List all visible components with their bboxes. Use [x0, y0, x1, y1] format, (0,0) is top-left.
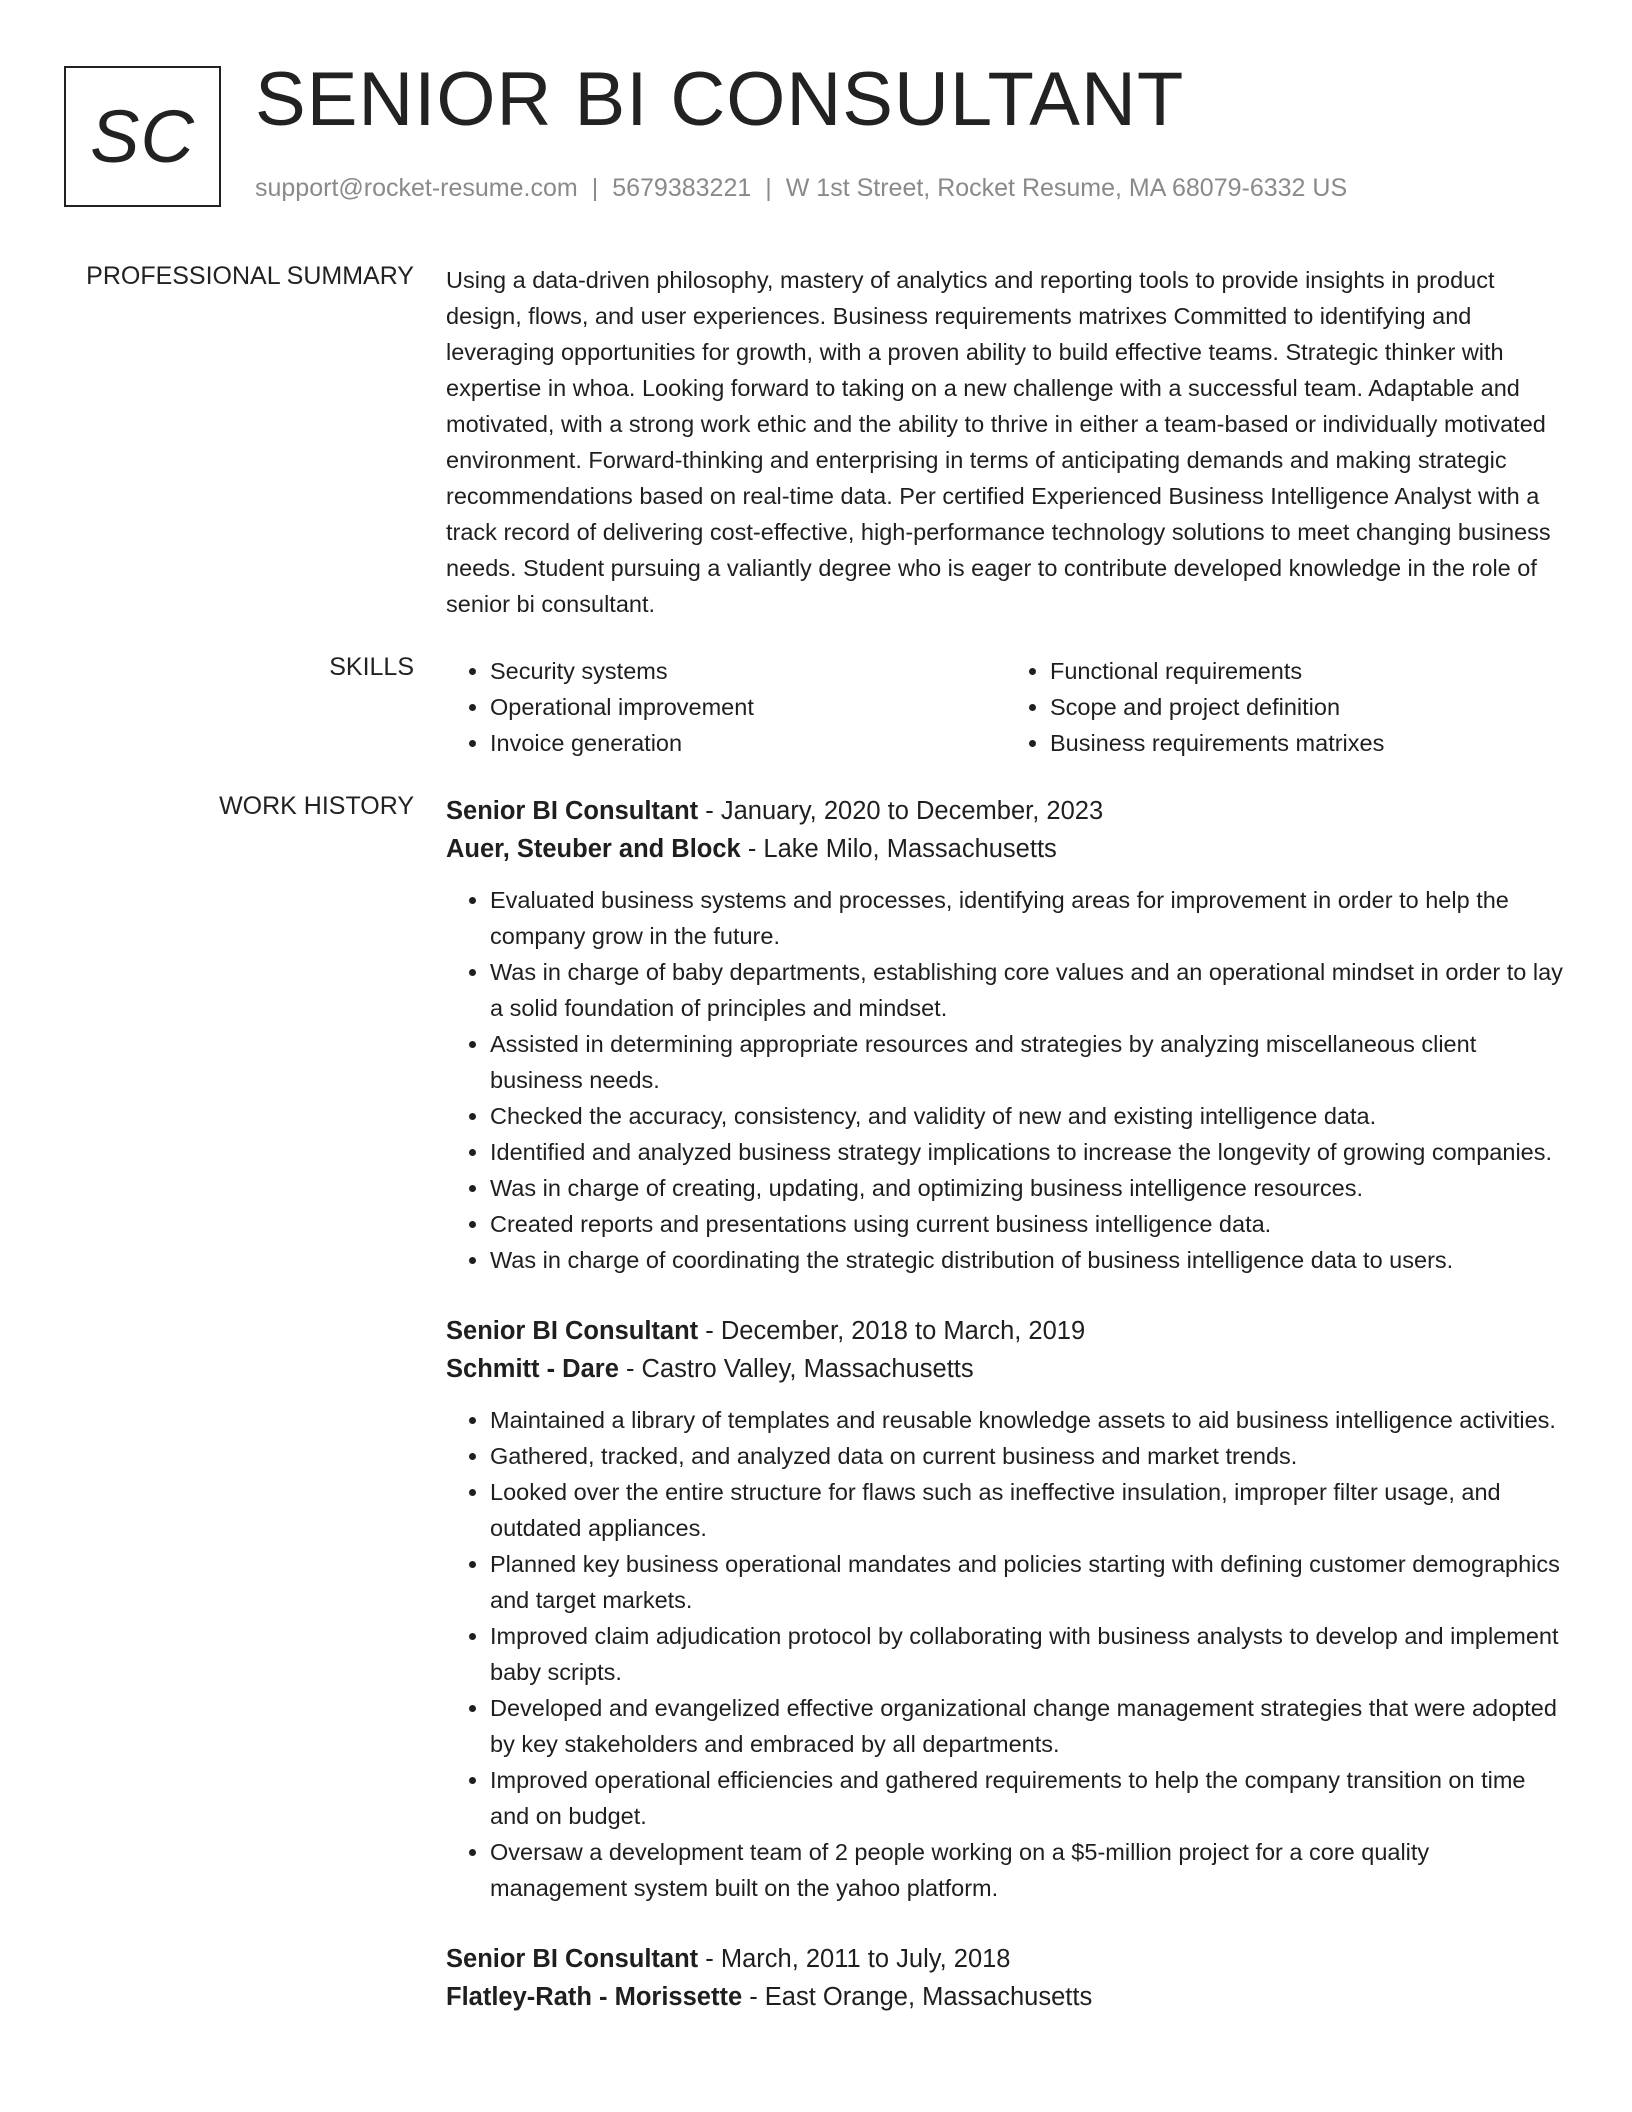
job-bullets [446, 1402, 1566, 1906]
job-title: Senior BI Consultant [446, 1945, 699, 1973]
job-dates: - March, 2011 to July, 2018 [698, 1945, 1011, 1973]
work-heading: WORK HISTORY [219, 792, 414, 820]
skills-column-left [446, 653, 1006, 761]
contact-phone: 5679383221 [612, 174, 752, 202]
job-entry [446, 1940, 1566, 2016]
job-company: Schmitt - Dare [446, 1355, 619, 1383]
job-dates: - January, 2020 to December, 2023 [698, 797, 1104, 825]
skill-item: • Business requirements matrixes [1050, 725, 1566, 761]
job-bullet: • Improved claim adjudication protocol by collaborating with business analysts to develop and implement baby scripts. [490, 1618, 1566, 1690]
contact-line [255, 174, 1347, 203]
job-title: Senior BI Consultant [446, 1317, 699, 1345]
job-location: - Lake Milo, Massachusetts [740, 835, 1057, 863]
contact-separator: | [591, 174, 599, 202]
job-title: Senior BI Consultant [446, 797, 699, 825]
skills-heading: SKILLS [329, 653, 414, 681]
job-bullet: • Maintained a library of templates and reusable knowledge assets to aid business intelligence activities. [490, 1402, 1566, 1438]
summary-heading: PROFESSIONAL SUMMARY [86, 262, 414, 290]
job-entry [446, 1312, 1566, 1906]
skills-list [446, 653, 1566, 761]
job-bullet: • Was in charge of creating, updating, and optimizing business intelligence resources. [490, 1170, 1566, 1206]
job-company-line [446, 1978, 1566, 2016]
page-title: SENIOR BI CONSULTANT [255, 57, 1185, 142]
job-bullet: • Identified and analyzed business strategy implications to increase the longevity of growing companies. [490, 1134, 1566, 1170]
job-bullet: • Was in charge of coordinating the strategic distribution of business intelligence data to users. [490, 1242, 1566, 1278]
job-bullet: • Planned key business operational mandates and policies starting with defining customer demographics and target markets. [490, 1546, 1566, 1618]
contact-email: support@rocket-resume.com [255, 174, 578, 202]
job-entry [446, 792, 1566, 1278]
contact-separator: | [765, 174, 772, 202]
job-bullet: • Developed and evangelized effective organizational change management strategies that were adopted by key stakeholders and embraced by all departments. [490, 1690, 1566, 1762]
skills-column-right [1006, 653, 1566, 761]
job-location: - Castro Valley, Massachusetts [618, 1355, 974, 1383]
job-company: Flatley-Rath - Morissette [446, 1983, 743, 2011]
job-bullet: • Assisted in determining appropriate resources and strategies by analyzing miscellaneous client business needs. [490, 1026, 1566, 1098]
monogram-badge: SC [64, 66, 221, 207]
skill-item: • Functional requirements [1050, 653, 1566, 689]
summary-text: Using a data-driven philosophy, mastery of analytics and reporting tools to provide insights in product design, flows, and user experiences. Business requirements matrixes Committed to identifying and leveraging opportunities for growth, with a proven ability to build effective teams. Strategic thinker with expertise in whoa. Looking forward to taking on a new challenge with a successful team. Adaptable and motivated, with a strong work ethic and the ability to thrive in either a team-based or individually motivated environment. Forward-thinking and enterprising in terms of anticipating demands and making strategic recommendations based on real-time data. Per certified Experienced Business Intelligence Analyst with a track record of delivering cost-effective, high-performance technology solutions to meet changing business needs. Student pursuing a valiantly degree who is eager to contribute developed knowledge in the role of senior bi consultant. [446, 267, 1551, 617]
job-company: Auer, Steuber and Block [446, 835, 741, 863]
job-title-line [446, 1312, 1566, 1350]
job-bullet: • Looked over the entire structure for flaws such as ineffective insulation, improper filter usage, and outdated appliances. [490, 1474, 1566, 1546]
contact-address: W 1st Street, Rocket Resume, MA 68079-6332 US [785, 174, 1348, 202]
job-title-line [446, 792, 1566, 830]
job-bullet: • Evaluated business systems and processes, identifying areas for improvement in order to help the company grow in the future. [490, 882, 1566, 954]
job-bullet: • Oversaw a development team of 2 people working on a $5-million project for a core quality management system built on the yahoo platform. [490, 1834, 1566, 1906]
job-company-line [446, 1350, 1566, 1388]
job-bullet: • Was in charge of baby departments, establishing core values and an operational mindset in order to lay a solid foundation of principles and mindset. [490, 954, 1566, 1026]
job-bullets [446, 882, 1566, 1278]
skill-item: • Operational improvement [490, 689, 1006, 725]
job-bullet: • Improved operational efficiencies and gathered requirements to help the company transition on time and on budget. [490, 1762, 1566, 1834]
job-bullet: • Checked the accuracy, consistency, and validity of new and existing intelligence data. [490, 1098, 1566, 1134]
job-title-line [446, 1940, 1566, 1978]
job-dates: - December, 2018 to March, 2019 [698, 1317, 1086, 1345]
job-location: - East Orange, Massachusetts [742, 1983, 1093, 2011]
job-bullet: • Created reports and presentations using current business intelligence data. [490, 1206, 1566, 1242]
job-company-line [446, 830, 1566, 868]
job-bullet: • Gathered, tracked, and analyzed data on current business and market trends. [490, 1438, 1566, 1474]
skill-item: • Scope and project definition [1050, 689, 1566, 725]
skill-item: • Security systems [490, 653, 1006, 689]
work-history-list [446, 792, 1566, 2050]
skill-item: • Invoice generation [490, 725, 1006, 761]
